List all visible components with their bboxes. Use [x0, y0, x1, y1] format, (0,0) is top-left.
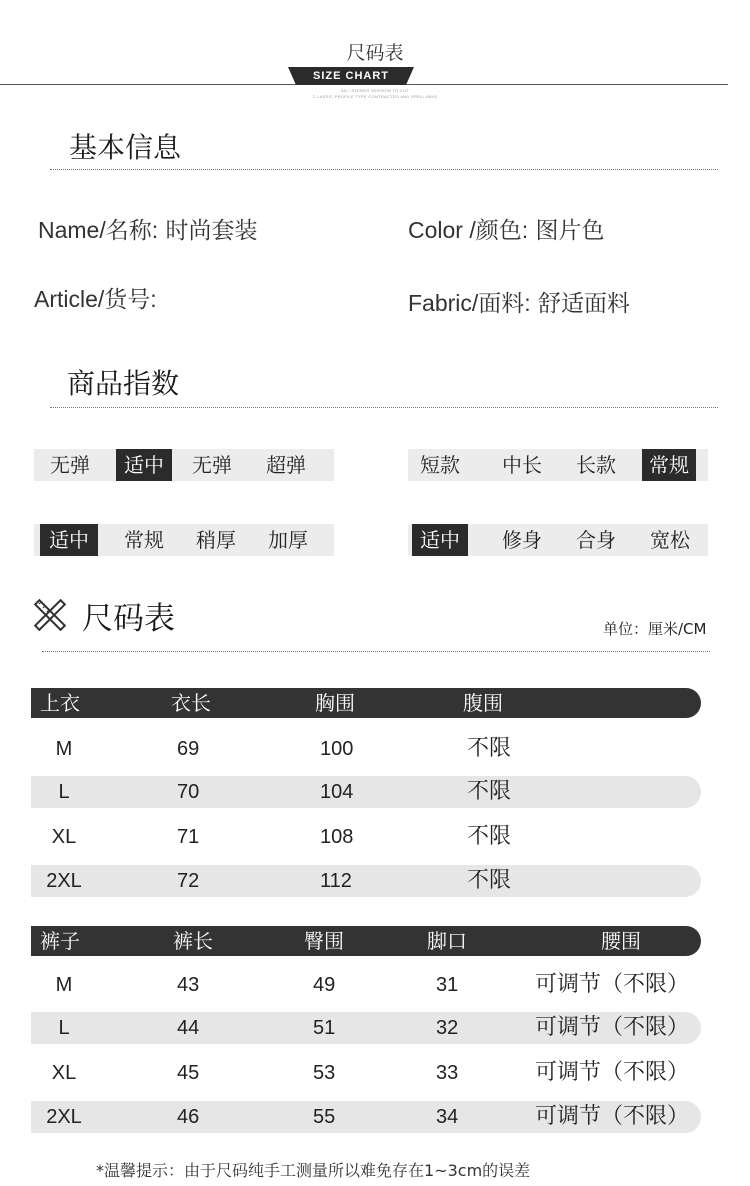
- index-option: 常规: [124, 528, 164, 552]
- header-title: 尺码表: [346, 42, 404, 64]
- column-header: 臀围: [304, 929, 344, 953]
- index-option: 修身: [502, 528, 542, 552]
- size-chart-badge: SIZE CHART: [313, 70, 389, 82]
- value-cell: 108: [320, 826, 354, 848]
- index-bar: [408, 449, 708, 481]
- value-cell: 71: [177, 826, 200, 848]
- index-option: 长款: [576, 453, 616, 477]
- product-index-title: 商品指数: [67, 367, 180, 400]
- value-cell: 44: [177, 1017, 200, 1039]
- name-label: Name/名称:: [38, 217, 159, 243]
- size-cell: M: [55, 974, 73, 996]
- ruler-pencil-cross-icon: [34, 599, 66, 631]
- size-cell: XL: [51, 1062, 77, 1084]
- value-cell: 可调节（不限）: [535, 1104, 690, 1129]
- column-header: 腰围: [601, 929, 641, 953]
- header-subline-1: AD / STEREO VERSION TO CUT: [340, 88, 410, 93]
- value-cell: 不限: [467, 736, 512, 761]
- name-field: [38, 212, 257, 245]
- table-row: [31, 865, 701, 897]
- column-header: 上衣: [40, 691, 80, 715]
- value-cell: 70: [177, 781, 200, 803]
- header-subline-2: C LASSIC PROFILE TYPE CONTRACTED AND SPELL ABLE: [312, 94, 438, 99]
- index-option: 中长: [502, 453, 542, 477]
- value-cell: 可调节（不限）: [535, 1060, 690, 1085]
- value-cell: 不限: [467, 868, 512, 893]
- fabric-field: [408, 285, 630, 318]
- table-row: [31, 1101, 701, 1133]
- index-option: 合身: [576, 528, 616, 552]
- value-cell: 可调节（不限）: [535, 972, 690, 997]
- value-cell: 112: [320, 870, 352, 892]
- index-option: 超弹: [266, 453, 306, 477]
- table-header: [31, 688, 701, 718]
- value-cell: 33: [436, 1062, 459, 1084]
- size-cell: M: [55, 738, 73, 760]
- size-cell: XL: [51, 826, 77, 848]
- unit-label: 单位：厘米/CM: [603, 620, 707, 638]
- index-option-selected: 适中: [40, 524, 98, 556]
- value-cell: 45: [177, 1062, 200, 1084]
- value-cell: 53: [313, 1062, 336, 1084]
- index-option: 稍厚: [196, 528, 236, 552]
- index-option-selected: 适中: [412, 524, 468, 556]
- value-cell: 32: [436, 1017, 459, 1039]
- size-cell: L: [58, 1017, 70, 1039]
- color-field: [408, 212, 604, 245]
- index-option: 无弹: [50, 453, 90, 477]
- color-label: Color /颜色:: [408, 217, 529, 243]
- value-cell: 43: [177, 974, 200, 996]
- value-cell: 31: [436, 974, 459, 996]
- value-cell: 100: [320, 738, 354, 760]
- column-header: 裤长: [173, 929, 213, 953]
- index-bar: [34, 524, 334, 556]
- value-cell: 49: [313, 974, 336, 996]
- value-cell: 51: [313, 1017, 336, 1039]
- value-cell: 69: [177, 738, 200, 760]
- table-row: [31, 733, 701, 765]
- value-cell: 不限: [467, 824, 512, 849]
- article-field: [34, 281, 157, 314]
- size-cell: 2XL: [46, 1106, 82, 1128]
- index-option: 加厚: [268, 528, 308, 552]
- index-option: 无弹: [192, 453, 232, 477]
- article-label: Article/货号:: [34, 286, 157, 312]
- table-row: [31, 821, 701, 853]
- value-cell: 72: [177, 870, 200, 892]
- index-option: 宽松: [650, 528, 690, 552]
- table-row: [31, 1012, 701, 1044]
- index-bar: [408, 524, 708, 556]
- fabric-label: Fabric/面料:: [408, 290, 531, 316]
- size-cell: L: [58, 781, 70, 803]
- basic-info-title: 基本信息: [69, 131, 182, 164]
- column-header: 脚口: [427, 929, 467, 953]
- index-option: 短款: [420, 453, 460, 477]
- value-cell: 46: [177, 1106, 200, 1128]
- color-value: 图片色: [535, 218, 605, 244]
- index-option-selected: 适中: [116, 449, 172, 481]
- value-cell: 34: [436, 1106, 459, 1128]
- column-header: 裤子: [40, 929, 80, 953]
- table-row: [31, 776, 701, 808]
- table-header: [31, 926, 701, 956]
- size-cell: 2XL: [46, 870, 82, 892]
- table-row: [31, 969, 701, 1001]
- column-header: 胸围: [315, 691, 355, 715]
- column-header: 衣长: [171, 691, 211, 715]
- value-cell: 可调节（不限）: [535, 1015, 690, 1040]
- product-index-divider: [50, 407, 718, 408]
- measurement-note: *温馨提示：由于尺码纯手工测量所以难免存在1~3cm的误差: [96, 1161, 531, 1180]
- size-chart-divider: [42, 651, 710, 652]
- size-chart-title: 尺码表: [82, 601, 175, 637]
- basic-info-divider: [50, 169, 718, 170]
- fabric-value: 舒适面料: [538, 291, 630, 317]
- value-cell: 55: [313, 1106, 336, 1128]
- value-cell: 104: [320, 781, 354, 803]
- column-header: 腹围: [463, 691, 503, 715]
- table-row: [31, 1057, 701, 1089]
- name-value: 时尚套装: [165, 218, 258, 244]
- value-cell: 不限: [467, 779, 512, 804]
- index-option-selected: 常规: [642, 449, 696, 481]
- index-bar: [34, 449, 334, 481]
